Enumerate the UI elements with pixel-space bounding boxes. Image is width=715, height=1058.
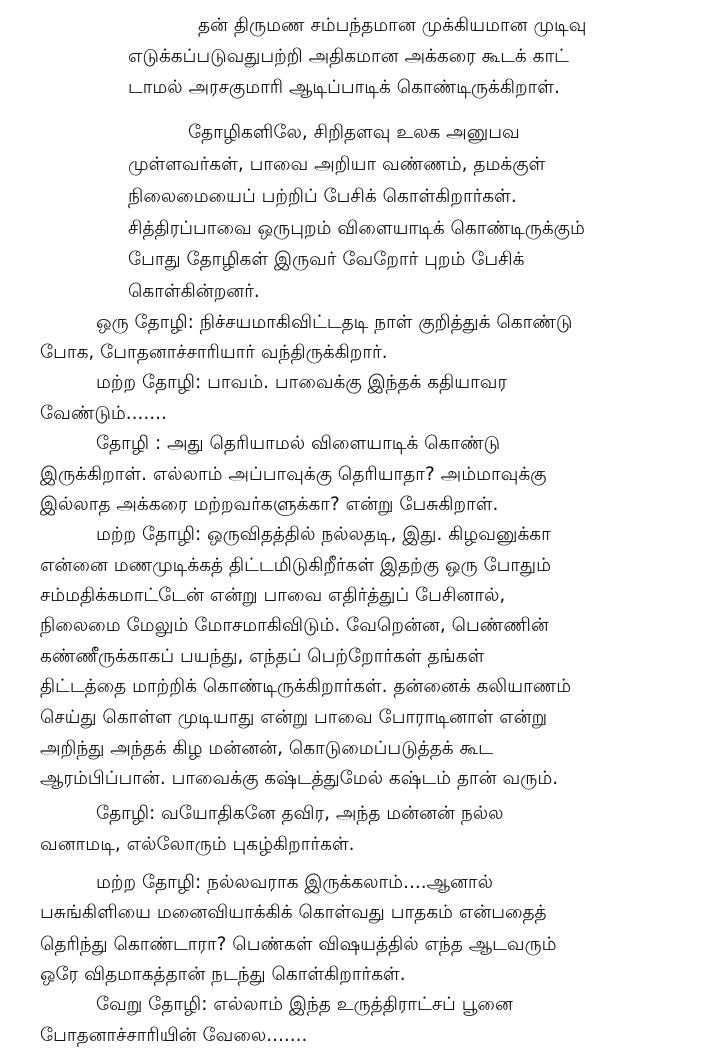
text-line: ஒரே விதமாகத்தான் நடந்து கொள்கிறார்கள். <box>40 963 406 985</box>
text-line: திட்டத்தை மாற்றிக் கொண்டிருக்கிறார்கள். தன்னைக் கலியாணம் <box>40 676 572 697</box>
text-line: தோழிகளிலே, சிறிதளவு உலக அனுபவ <box>188 121 520 143</box>
text-line: வேண்டும்....... <box>40 402 167 424</box>
text-line: என்னை மணமுடிக்கத் திட்டமிடுகிறீர்கள் இதற்கு ஒரு போதும் <box>40 554 551 576</box>
text-line: போது தோழிகள் இருவர் வேறோர் புறம் பேசிக் <box>128 249 525 270</box>
text-line: மற்ற தோழி: நல்லவராக இருக்கலாம்....ஆனால் <box>96 871 493 893</box>
text-line: போதனாச்சாரியின் வேலை....... <box>40 1024 308 1046</box>
text-line: வேறு தோழி: எல்லாம் இந்த உருத்திராட்சப் பூனை <box>96 994 513 1016</box>
text-line: முள்ளவர்கள், பாவை அறியா வண்ணம், தமக்குள் <box>128 154 546 176</box>
text-line: சம்மதிக்கமாட்டேன் என்று பாவை எதிர்த்துப் பேசினால், <box>40 584 506 606</box>
text-line: தோழி: வயோதிகனே தவிர, அந்த மன்னன் நல்ல <box>96 803 504 825</box>
text-line: மற்ற தோழி: பாவம். பாவைக்கு இந்தக் கதியாவர <box>96 372 508 394</box>
text-line: எடுக்கப்படுவதுபற்றி அதிகமான அக்கரை கூடக் காட் <box>128 46 569 68</box>
text-line: நிலைமை மேலும் மோசமாகிவிடும். வேறென்ன, பெண்ணின் <box>40 615 549 637</box>
text-line: மற்ற தோழி: ஒருவிதத்தில் நல்லதடி, இது. கிழவனுக்கா <box>96 524 551 546</box>
text-line: சித்திரப்பாவை ஒருபுறம் விளையாடிக் கொண்டிருக்கும் <box>128 217 585 239</box>
text-line: பசுங்கிளியை மனைவியாக்கிக் கொள்வது பாதகம் என்பதைத் <box>40 902 547 924</box>
text-line: போக, போதனாச்சாரியார் வந்திருக்கிறார். <box>40 342 388 364</box>
text-line: தன் திருமண சம்பந்தமான முக்கியமான முடிவு <box>198 15 587 36</box>
text-line: ஆரம்பிப்பான். பாவைக்கு கஷ்டத்துமேல் கஷ்டம் தான் வரும். <box>40 768 559 790</box>
text-line: கொள்கின்றனர். <box>128 281 260 303</box>
text-line: இருக்கிறாள். எல்லாம் அப்பாவுக்கு தெரியாதா? அம்மாவுக்கு <box>40 463 547 485</box>
text-line: வனாமடி, எல்லோரும் புகழ்கிறார்கள். <box>40 833 355 855</box>
text-line: கண்ணீருக்காகப் பயந்து, எந்தப் பெற்றோர்கள் தங்கள் <box>40 645 485 667</box>
text-line: அறிந்து அந்தக் கிழ மன்னன், கொடுமைப்படுத்தக் கூட <box>40 737 493 759</box>
text-line: நிலைமையைப் பற்றிப் பேசிக் கொள்கிறார்கள். <box>128 186 517 208</box>
text-line: தெரிந்து கொண்டாரா? பெண்கள் விஷயத்தில் எந்த ஆடவரும் <box>40 933 557 955</box>
text-line: தோழி : அது தெரியாமல் விளையாடிக் கொண்டு <box>96 433 501 455</box>
text-line: இல்லாத அக்கரை மற்றவர்களுக்கா? என்று பேசுகிறாள். <box>40 493 499 515</box>
text-line: டாமல் அரசகுமாரி ஆடிப்பாடிக் கொண்டிருக்கிறாள். <box>128 76 560 98</box>
text-line: ஒரு தோழி: நிச்சயமாகிவிட்டதடி நாள் குறித்துக் கொண்டு <box>96 311 573 333</box>
text-line: செய்து கொள்ள முடியாது என்று பாவை போராடினாள் என்று <box>40 707 548 729</box>
